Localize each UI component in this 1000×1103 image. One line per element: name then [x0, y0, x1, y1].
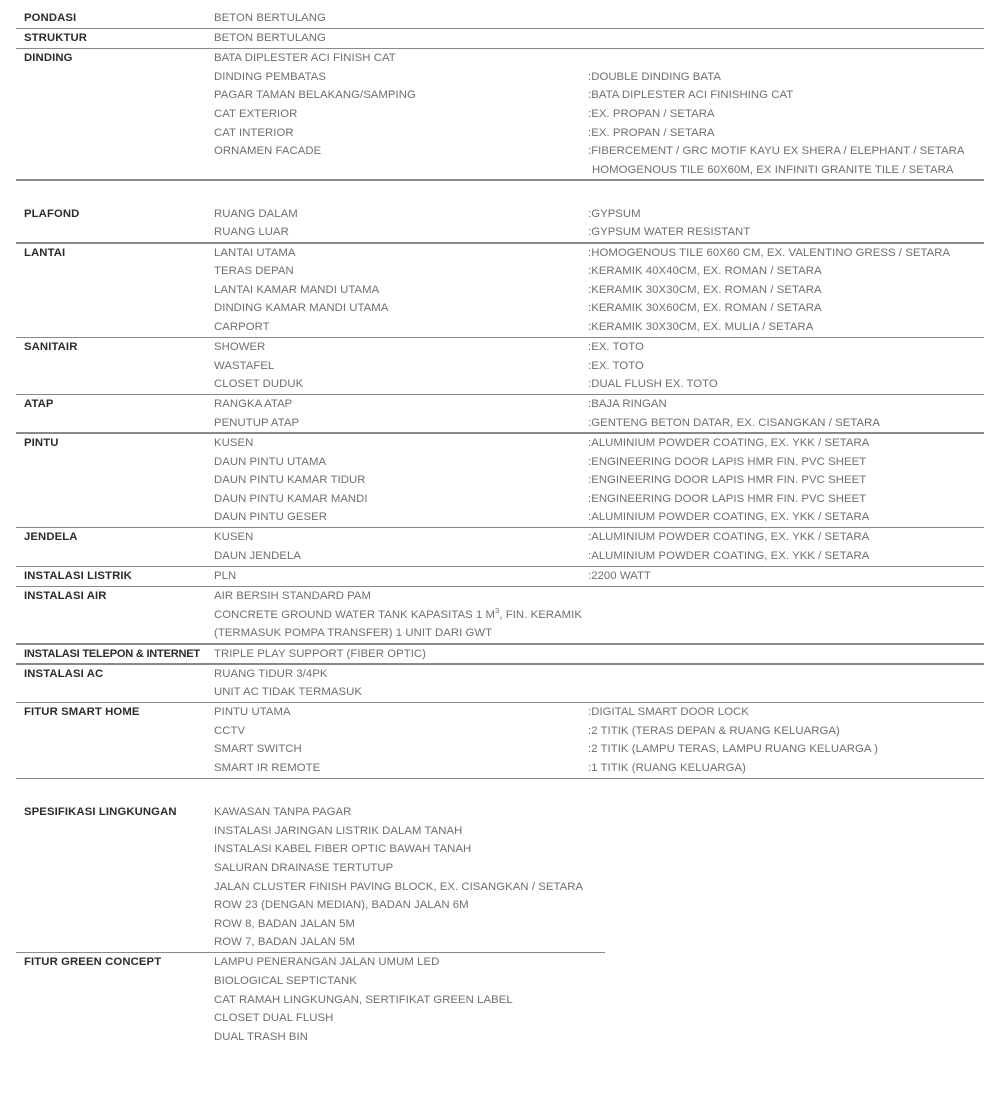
spec-row: [214, 1009, 984, 1028]
spec-item: ROW 7, BADAN JALAN 5M: [214, 936, 355, 949]
section-divider: [16, 179, 984, 181]
spec-category-label: [16, 338, 214, 357]
spec-section: [16, 703, 984, 777]
spec-row: [214, 740, 984, 759]
spec-value: :ALUMINIUM POWDER COATING, EX. YKK / SETARA: [588, 436, 870, 449]
spec-row: [214, 375, 984, 394]
spec-row: [214, 665, 984, 684]
spec-row: [214, 29, 984, 48]
spec-value: :BAJA RINGAN: [588, 398, 667, 411]
spec-value: :FIBERCEMENT / GRC MOTIF KAYU EX SHERA / ELEPHANT / SETARA: [588, 145, 965, 158]
spec-category-label-text: JENDELA: [24, 531, 78, 544]
spec-row: [214, 878, 984, 897]
spec-item: CAT RAMAH LINGKUNGAN, SERTIFIKAT GREEN LABEL: [214, 993, 513, 1006]
spec-value: :KERAMIK 30X30CM, EX. ROMAN / SETARA: [588, 283, 822, 296]
spec-item: CAT INTERIOR: [214, 126, 294, 139]
spec-category-label: [16, 434, 214, 453]
spec-item: RANGKA ATAP: [214, 398, 293, 411]
spec-row: [214, 244, 984, 263]
spec-category-label-text: DINDING: [24, 52, 73, 65]
spec-item: DAUN PINTU UTAMA: [214, 455, 327, 468]
spec-category-label: [16, 665, 214, 684]
spec-category-label-text: STRUKTUR: [24, 32, 88, 45]
spec-value: :1 TITIK (RUANG KELUARGA): [588, 762, 746, 775]
spec-row: [214, 68, 984, 87]
spec-rows: [214, 587, 984, 643]
spec-row: [214, 587, 984, 606]
spec-value: :ENGINEERING DOOR LAPIS HMR FIN. PVC SHEET: [588, 455, 867, 468]
spec-section: [16, 587, 984, 643]
spec-section: [16, 29, 984, 48]
spec-row: [214, 508, 984, 527]
spec-item: PENUTUP ATAP: [214, 416, 300, 429]
spec-value: :GYPSUM WATER RESISTANT: [588, 226, 751, 239]
spec-value: :EX. TOTO: [588, 359, 644, 372]
spec-row: [214, 161, 984, 180]
spec-item: BIOLOGICAL SEPTICTANK: [214, 975, 357, 987]
spec-value: :2 TITIK (LAMPU TERAS, LAMPU RUANG KELUARGA ): [588, 743, 878, 756]
spec-row: [214, 318, 984, 337]
spec-category-label: [16, 567, 214, 586]
spec-row: [214, 299, 984, 318]
spec-category-label: [16, 29, 214, 48]
spec-section: [16, 434, 984, 527]
spec-item: CCTV: [214, 724, 246, 737]
spec-item: (TERMASUK POMPA TRANSFER) 1 UNIT DARI GWT: [214, 627, 493, 640]
spec-rows: [214, 953, 984, 1046]
spec-section: [16, 645, 984, 664]
spec-value: :ALUMINIUM POWDER COATING, EX. YKK / SETARA: [588, 531, 870, 544]
spec-item: KUSEN: [214, 531, 254, 544]
spec-row: [214, 414, 984, 433]
spec-item: ORNAMEN FACADE: [214, 145, 322, 158]
spec-row: [214, 703, 984, 722]
spec-row: [214, 357, 984, 376]
spec-item: INSTALASI JARINGAN LISTRIK DALAM TANAH: [214, 824, 463, 837]
spec-value: :ENGINEERING DOOR LAPIS HMR FIN. PVC SHEET: [588, 474, 867, 487]
spec-value: :DOUBLE DINDING BATA: [588, 70, 721, 83]
spec-item: TRIPLE PLAY SUPPORT (FIBER OPTIC): [214, 647, 426, 660]
spec-rows: [214, 645, 984, 664]
spec-rows: [214, 205, 984, 242]
spec-item: CONCRETE GROUND WATER TANK KAPASITAS 1 $M^3$, FIN. KERAMIK: [214, 606, 582, 621]
spec-category-label: [16, 205, 214, 224]
spec-value: :EX. PROPAN / SETARA: [588, 126, 715, 139]
spec-category-label-text: LANTAI: [24, 246, 66, 259]
spec-category-label: [16, 803, 214, 822]
spec-category-label-text: PONDASI: [24, 12, 77, 24]
spec-row: [214, 1028, 984, 1047]
spec-value: :HOMOGENOUS TILE 60X60 CM, EX. VALENTINO GRESS / SETARA: [588, 246, 951, 259]
spec-section: [16, 191, 984, 242]
spec-item: SMART IR REMOTE: [214, 762, 321, 775]
spec-row: [214, 645, 984, 664]
spec-row: [214, 338, 984, 357]
spec-item: CLOSET DUAL FLUSH: [214, 1012, 334, 1025]
spec-section: [16, 244, 984, 337]
spec-item: LANTAI UTAMA: [214, 246, 296, 259]
spec-category-label-text: FITUR GREEN CONCEPT: [24, 956, 162, 969]
spec-value: :EX. TOTO: [588, 341, 644, 353]
spec-item: UNIT AC TIDAK TERMASUK: [214, 686, 362, 699]
spec-category-label-text: INSTALASI TELEPON & INTERNET: [24, 647, 200, 660]
spec-value: :2 TITIK (TERAS DEPAN & RUANG KELUARGA): [588, 724, 840, 737]
spec-rows: [214, 395, 984, 432]
spec-row: [214, 933, 984, 952]
spec-row: [214, 124, 984, 143]
spec-rows: [214, 803, 984, 952]
spec-row: [214, 528, 984, 547]
spec-section: [16, 789, 984, 952]
spec-row: [214, 223, 984, 242]
spec-category-label-text: ATAP: [24, 398, 54, 411]
spec-rows: [214, 244, 984, 337]
spec-row: [214, 490, 984, 509]
spec-item: RUANG LUAR: [214, 226, 289, 239]
spec-value: :2200 WATT: [588, 570, 651, 583]
spec-row: [214, 683, 984, 702]
spec-item: DINDING PEMBATAS: [214, 70, 326, 83]
spec-row: [214, 859, 984, 878]
spec-rows: [214, 338, 984, 394]
spec-item: DUAL TRASH BIN: [214, 1030, 308, 1043]
spec-row: [214, 86, 984, 105]
spec-category-label-text: INSTALASI LISTRIK: [24, 570, 132, 583]
spec-row: [214, 395, 984, 414]
spec-row: [214, 953, 984, 972]
spec-item: CARPORT: [214, 320, 270, 333]
spec-category-label-text: PLAFOND: [24, 207, 80, 220]
spec-item: DAUN PINTU GESER: [214, 511, 327, 524]
spec-row: [214, 722, 984, 741]
spec-value: :GYPSUM: [588, 207, 641, 220]
spec-rows: [214, 49, 984, 179]
spec-item: BETON BERTULANG: [214, 12, 326, 24]
spec-section: [16, 49, 984, 179]
spec-row: [214, 896, 984, 915]
spec-value: :GENTENG BETON DATAR, EX. CISANGKAN / SETARA: [588, 416, 880, 429]
spec-item: RUANG TIDUR 3/4PK: [214, 667, 328, 680]
spec-category-label-text: SPESIFIKASI LINGKUNGAN: [24, 806, 177, 819]
spec-item: BETON BERTULANG: [214, 32, 326, 45]
spec-item: WASTAFEL: [214, 359, 275, 372]
spec-item: AIR BERSIH STANDARD PAM: [214, 590, 372, 603]
spec-category-label-text: SANITAIR: [24, 341, 78, 353]
spec-value: :ALUMINIUM POWDER COATING, EX. YKK / SETARA: [588, 511, 870, 524]
spec-value: :ALUMINIUM POWDER COATING, EX. YKK / SETARA: [588, 550, 870, 563]
spec-item: TERAS DEPAN: [214, 265, 294, 278]
spec-item: CLOSET DUDUK: [214, 378, 304, 391]
spec-rows: [214, 528, 984, 565]
spec-row: [214, 453, 984, 472]
spec-section: [16, 665, 984, 702]
spec-value: :BATA DIPLESTER ACI FINISHING CAT: [588, 89, 794, 102]
spec-row: [214, 262, 984, 281]
spec-section: [16, 528, 984, 565]
spec-rows: [214, 665, 984, 702]
spec-row: [214, 471, 984, 490]
spec-item: SMART SWITCH: [214, 743, 302, 756]
spec-item: ROW 8, BADAN JALAN 5M: [214, 917, 355, 930]
spec-row: [214, 624, 984, 643]
spec-row: [214, 759, 984, 778]
spec-category-label: [16, 9, 214, 28]
spec-rows: [214, 567, 984, 586]
spec-rows: [214, 9, 984, 28]
spec-item: PLN: [214, 570, 237, 583]
spec-category-label: [16, 244, 214, 263]
spec-category-label: [16, 395, 214, 414]
spec-category-label: [16, 703, 214, 722]
spec-row: [214, 972, 984, 991]
spec-value: HOMOGENOUS TILE 60X60M, EX INFINITI GRANITE TILE / SETARA: [592, 163, 954, 176]
spec-value: :EX. PROPAN / SETARA: [588, 107, 715, 120]
spec-category-label-text: FITUR SMART HOME: [24, 706, 140, 719]
spec-item: SALURAN DRAINASE TERTUTUP: [214, 861, 394, 874]
spec-item: BATA DIPLESTER ACI FINISH CAT: [214, 52, 396, 65]
spec-row: [214, 803, 984, 822]
spec-row: [214, 105, 984, 124]
spec-row: [214, 9, 984, 28]
spec-item: CAT EXTERIOR: [214, 107, 298, 120]
spec-row: [214, 142, 984, 161]
spec-row: [214, 547, 984, 566]
spec-item: KUSEN: [214, 436, 254, 449]
spec-row: [214, 991, 984, 1010]
spec-value: :KERAMIK 30X60CM, EX. ROMAN / SETARA: [588, 302, 822, 315]
spec-value: :ENGINEERING DOOR LAPIS HMR FIN. PVC SHEET: [588, 492, 867, 505]
spec-row: [214, 840, 984, 859]
section-divider: [16, 778, 984, 780]
spec-item: PAGAR TAMAN BELAKANG/SAMPING: [214, 89, 416, 102]
spec-row: [214, 434, 984, 453]
spec-row: [214, 822, 984, 841]
spec-rows: [214, 703, 984, 777]
spec-section: [16, 953, 984, 1046]
spec-value: :DUAL FLUSH EX. TOTO: [588, 378, 718, 391]
spec-category-label: [16, 953, 214, 972]
spec-category-label: [16, 528, 214, 547]
spec-item: LANTAI KAMAR MANDI UTAMA: [214, 283, 380, 296]
spec-section: [16, 9, 984, 28]
spec-category-label: [16, 49, 214, 68]
spec-row: [214, 606, 984, 625]
spec-item: JALAN CLUSTER FINISH PAVING BLOCK, EX. CISANGKAN / SETARA: [214, 880, 584, 893]
spec-item: SHOWER: [214, 341, 266, 353]
spec-value: :DIGITAL SMART DOOR LOCK: [588, 706, 749, 719]
spec-row: [214, 281, 984, 300]
spec-category-label-text: INSTALASI AC: [24, 667, 104, 680]
spec-value: :KERAMIK 40X40CM, EX. ROMAN / SETARA: [588, 265, 822, 278]
spec-item: LAMPU PENERANGAN JALAN UMUM LED: [214, 956, 440, 969]
spec-item: DINDING KAMAR MANDI UTAMA: [214, 302, 389, 315]
spec-value: :KERAMIK 30X30CM, EX. MULIA / SETARA: [588, 320, 814, 333]
spec-item: DAUN JENDELA: [214, 550, 301, 563]
spec-category-label-text: PINTU: [24, 436, 59, 449]
spec-row: [214, 915, 984, 934]
spec-item: KAWASAN TANPA PAGAR: [214, 806, 352, 819]
spec-rows: [214, 29, 984, 48]
spec-row: [214, 567, 984, 586]
spec-category-label-text: INSTALASI AIR: [24, 590, 107, 603]
spec-row: [214, 49, 984, 68]
spec-item: DAUN PINTU KAMAR TIDUR: [214, 474, 366, 487]
spec-rows: [214, 434, 984, 527]
spec-section: [16, 395, 984, 432]
spec-item: DAUN PINTU KAMAR MANDI: [214, 492, 368, 505]
spec-item: RUANG DALAM: [214, 207, 298, 220]
spec-category-label: [16, 587, 214, 606]
spec-row: [214, 205, 984, 224]
spec-section: [16, 338, 984, 394]
spec-section: [16, 567, 984, 586]
spec-item: INSTALASI KABEL FIBER OPTIC BAWAH TANAH: [214, 843, 472, 856]
spec-item: ROW 23 (DENGAN MEDIAN), BADAN JALAN 6M: [214, 899, 469, 912]
spec-item: PINTU UTAMA: [214, 706, 291, 719]
spec-category-label: [16, 645, 214, 664]
